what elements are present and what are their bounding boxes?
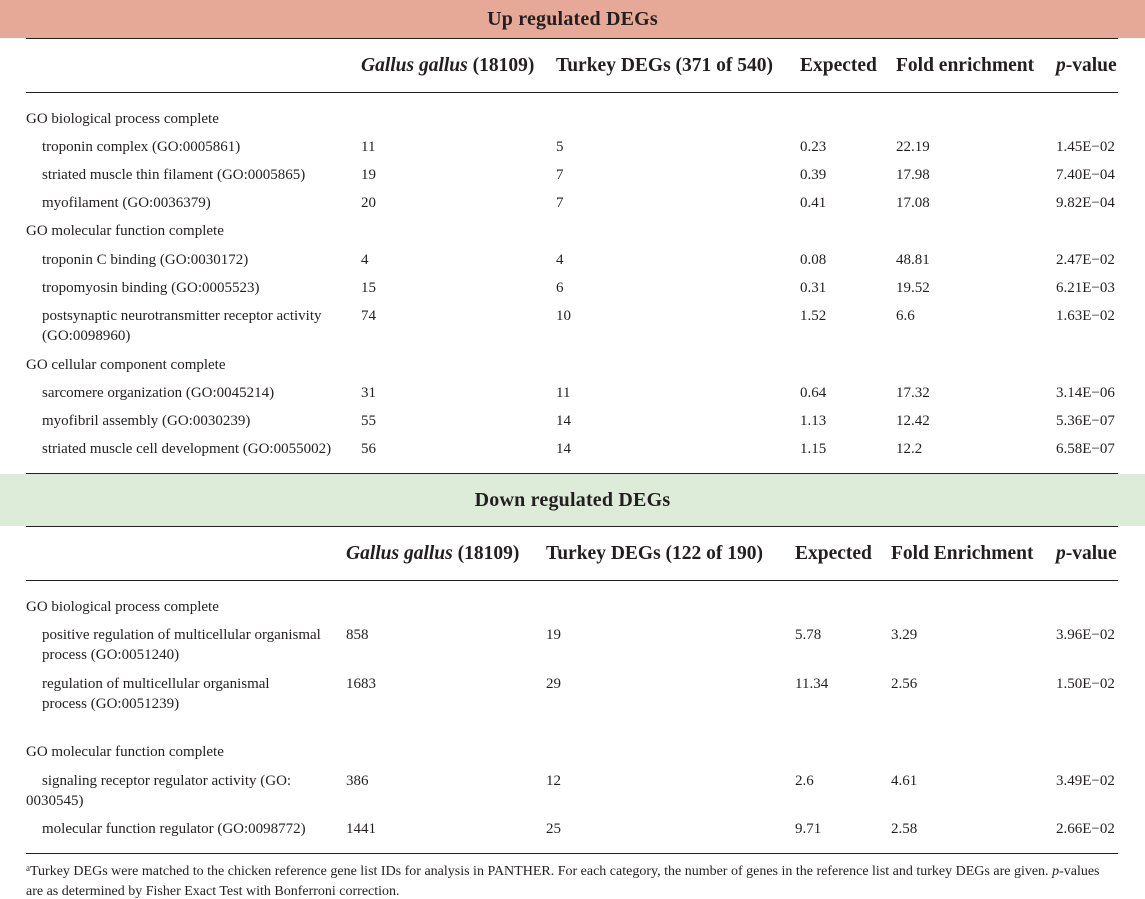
table-rule [26,38,1118,39]
header-fold: Fold Enrichment [891,543,1034,564]
category-label: GO molecular function complete [26,744,224,760]
header-pvalue: p-value [1056,543,1117,564]
header-expected: Expected [800,55,877,76]
header-fold: Fold enrichment [896,55,1035,76]
up-section-title: Up regulated DEGs [0,0,1145,38]
category-label: GO molecular function complete [26,223,224,239]
category-label: GO cellular component complete [26,357,226,373]
header-expected: Expected [795,543,872,564]
table-rule [26,92,1118,93]
category-label: GO biological process complete [26,111,219,127]
header-turkey: Turkey DEGs (371 of 540) [556,55,774,76]
table-rule [26,853,1118,854]
header-species: Gallus gallus (18109) [346,543,520,564]
header-pvalue: p-value [1056,55,1117,76]
down-section-title: Down regulated DEGs [0,474,1145,526]
table-rule [26,580,1118,581]
table-footnote: $^a$Turkey DEGs were matched to the chicken reference gene list IDs for analysis in PANTHER. For each category, the number of genes in the reference list and turkey DEGs are given. p-values are as determined by Fisher Exact Test with Bonferroni correction. [26,863,1100,899]
category-label: GO biological process complete [26,599,219,615]
header-species: Gallus gallus (18109) [361,55,535,76]
table-rule [26,526,1118,527]
header-turkey: Turkey DEGs (122 of 190) [546,543,764,564]
